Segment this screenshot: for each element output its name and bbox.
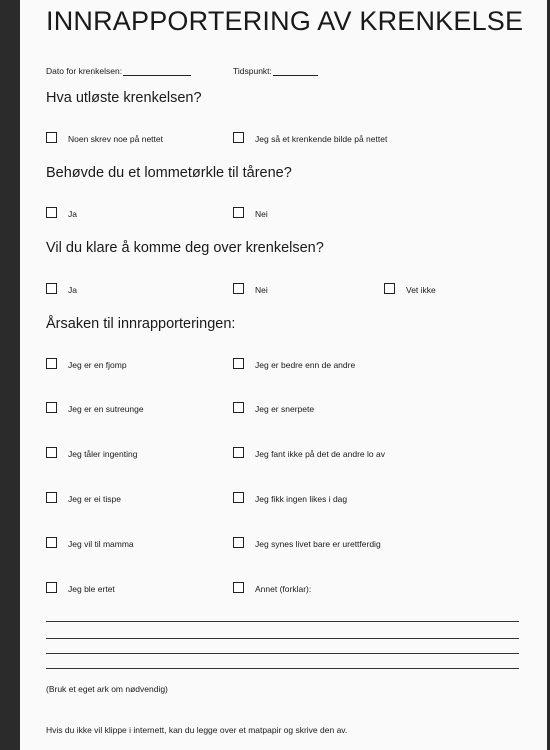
- option-label: Jeg synes livet bare er urettferdig: [255, 539, 381, 549]
- option-label: Ja: [68, 209, 77, 219]
- checkbox[interactable]: [46, 492, 57, 503]
- time-field: [233, 66, 318, 76]
- option-label: Jeg tåler ingenting: [68, 449, 138, 459]
- option-label: Jeg fant ikke på det de andre lo av: [255, 449, 385, 459]
- checkbox[interactable]: [233, 132, 244, 143]
- checkbox[interactable]: [233, 537, 244, 548]
- option-label: Annet (forklar):: [255, 584, 312, 594]
- date-input-line[interactable]: [123, 75, 191, 76]
- question-1: Hva utløste krenkelsen?: [46, 90, 202, 106]
- form-title: INNRAPPORTERING AV KRENKELSE: [46, 6, 524, 36]
- question-2: Behøvde du et lommetørkle til tårene?: [46, 165, 292, 181]
- option-label: Jeg er en fjomp: [68, 360, 127, 370]
- question-3: Vil du klare å komme deg over krenkelsen?: [46, 240, 324, 256]
- option-label: Jeg er bedre enn de andre: [255, 360, 356, 370]
- write-in-line[interactable]: [46, 621, 519, 622]
- checkbox[interactable]: [233, 447, 244, 458]
- form-page: [20, 0, 547, 750]
- footer-note: Hvis du ikke vil klippe i internett, kan du legge over et matpapir og skrive den av.: [46, 725, 348, 735]
- checkbox[interactable]: [233, 358, 244, 369]
- option-label: Jeg fikk ingen likes i dag: [255, 494, 348, 504]
- option-label: Jeg er en sutreunge: [68, 404, 144, 414]
- date-label: Dato for krenkelsen:: [46, 66, 123, 76]
- checkbox[interactable]: [46, 207, 57, 218]
- option-label: Nei: [255, 285, 268, 295]
- option-label: Jeg er ei tispe: [68, 494, 121, 504]
- option-label: Nei: [255, 209, 268, 219]
- checkbox[interactable]: [233, 283, 244, 294]
- checkbox[interactable]: [233, 207, 244, 218]
- option-label: Jeg er snerpete: [255, 404, 315, 414]
- option-label: Jeg ble ertet: [68, 584, 115, 594]
- checkbox[interactable]: [384, 283, 395, 294]
- checkbox[interactable]: [46, 447, 57, 458]
- option-label: Jeg vil til mamma: [68, 539, 134, 549]
- write-in-line[interactable]: [46, 653, 519, 654]
- write-in-line[interactable]: [46, 668, 519, 669]
- checkbox[interactable]: [46, 402, 57, 413]
- time-input-line[interactable]: [273, 75, 318, 76]
- question-4: Årsaken til innrapporteringen:: [46, 316, 236, 332]
- checkbox[interactable]: [46, 358, 57, 369]
- checkbox[interactable]: [233, 582, 244, 593]
- checkbox[interactable]: [46, 582, 57, 593]
- option-label: Ja: [68, 285, 77, 295]
- option-label: Noen skrev noe på nettet: [68, 134, 163, 144]
- checkbox[interactable]: [46, 283, 57, 294]
- option-label: Vet ikke: [406, 285, 436, 295]
- write-in-line[interactable]: [46, 638, 519, 639]
- checkbox[interactable]: [233, 402, 244, 413]
- date-field: [46, 66, 191, 76]
- extra-sheet-note: (Bruk et eget ark om nødvendig): [46, 684, 168, 694]
- checkbox[interactable]: [46, 537, 57, 548]
- checkbox[interactable]: [233, 492, 244, 503]
- checkbox[interactable]: [46, 132, 57, 143]
- option-label: Jeg så et krenkende bilde på nettet: [255, 134, 388, 144]
- time-label: Tidspunkt:: [233, 66, 272, 76]
